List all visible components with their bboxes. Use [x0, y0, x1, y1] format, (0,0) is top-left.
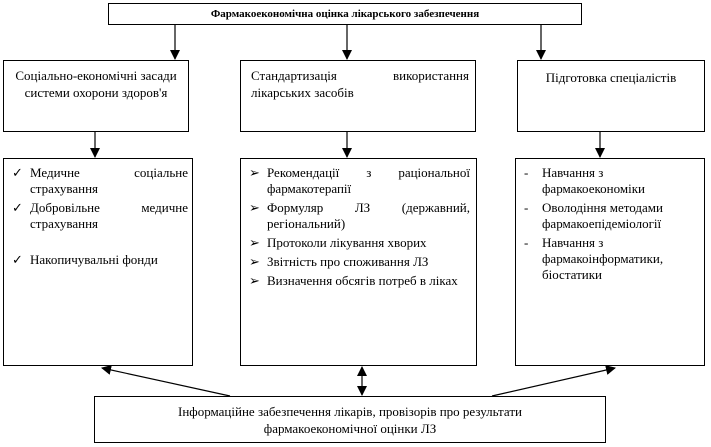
list-item-text: Навчання з фармакоекономіки — [542, 165, 645, 196]
arrow-bullet-icon: ➢ — [249, 235, 260, 250]
heading-standardization: Стандартизація використання лікарських засобів — [240, 60, 476, 132]
info-support-line-2: фармакоекономічної оцінки ЛЗ — [263, 421, 437, 436]
info-support-box — [94, 396, 606, 443]
spacer — [12, 235, 188, 249]
arrow-bottom-to-col3 — [492, 368, 615, 396]
heading-socio-economic: Соціально-економічні засади системи охорони здоров'я — [3, 60, 189, 132]
arrow-bullet-icon: ➢ — [249, 254, 260, 269]
list-item-text: Медичне соціальне страхування — [30, 165, 188, 196]
list-item — [12, 165, 188, 197]
list-item — [524, 200, 700, 232]
dash-icon: - — [524, 235, 529, 250]
arrow-bullet-icon: ➢ — [249, 165, 260, 180]
arrow-bottom-to-col1 — [102, 368, 230, 396]
list-training — [515, 158, 705, 366]
list-socio-economic — [3, 158, 193, 366]
dash-icon: - — [524, 200, 529, 215]
list-item-text: Оволодіння методами фармакоепідеміології — [542, 200, 663, 231]
heading-training: Підготовка спеціалістів — [517, 60, 705, 132]
list-item-text: Звітність про споживання ЛЗ — [267, 254, 429, 269]
dash-icon: - — [524, 165, 529, 180]
list-item-text: Формуляр ЛЗ (державний, регіональний) — [267, 200, 470, 231]
list-standardization — [240, 158, 477, 366]
list-item — [249, 165, 470, 197]
arrow-bullet-icon: ➢ — [249, 200, 260, 215]
list-item — [249, 235, 470, 251]
list-item-text: Протоколи лікування хворих — [267, 235, 427, 250]
check-icon: ✓ — [12, 200, 23, 215]
list-item-text: Рекомендації з раціональної фармакотерапії — [267, 165, 470, 196]
list-item-text: Накопичувальні фонди — [30, 252, 158, 267]
list-item — [249, 254, 470, 270]
list-item — [12, 200, 188, 232]
list-item-text: Визначення обсягів потреб в ліках — [267, 273, 458, 288]
list-item-text: Добровільне медичне страхування — [30, 200, 188, 231]
list-item-text: Навчання з фармакоінформатики, біостатики — [542, 235, 664, 282]
check-icon: ✓ — [12, 165, 23, 180]
info-support-line-1: Інформаційне забезпечення лікарів, провізорів про результати — [178, 404, 522, 419]
list-item — [12, 252, 188, 268]
arrow-bullet-icon: ➢ — [249, 273, 260, 288]
list-item — [524, 165, 700, 197]
list-item — [249, 273, 470, 289]
check-icon: ✓ — [12, 252, 23, 267]
list-item — [249, 200, 470, 232]
diagram-title: Фармакоекономічна оцінка лікарського забезпечення — [108, 3, 582, 25]
list-item — [524, 235, 700, 283]
